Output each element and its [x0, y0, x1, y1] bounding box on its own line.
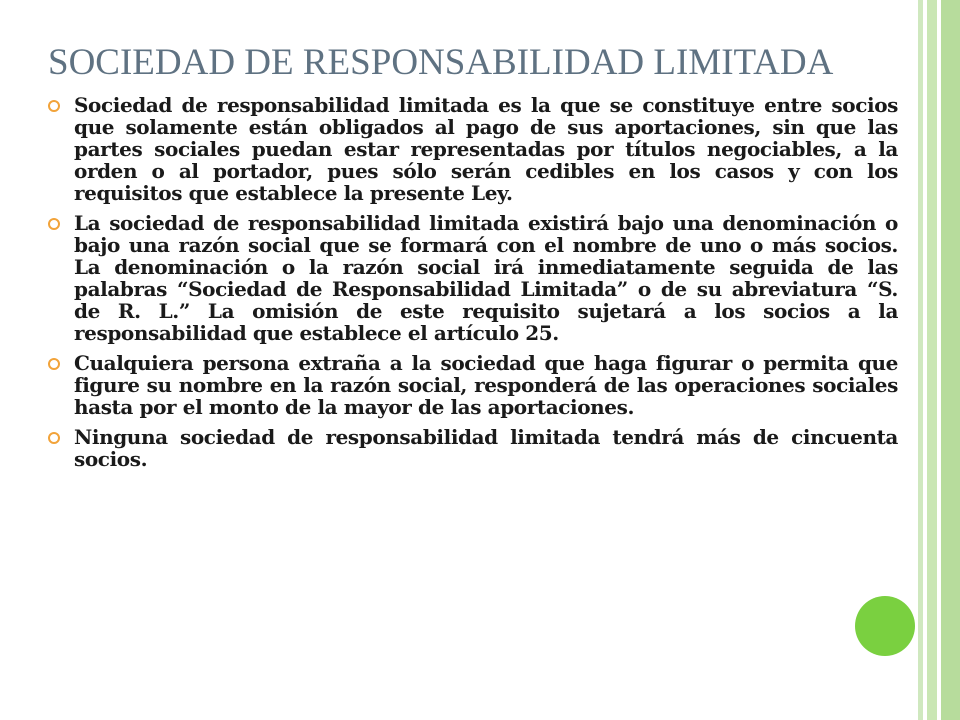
- bullet-circle-icon: [48, 218, 60, 230]
- slide-title: SOCIEDAD DE RESPONSABILIDAD LIMITADA: [48, 42, 834, 83]
- bullet-item: [48, 426, 898, 470]
- bullet-list: [48, 94, 898, 478]
- bullet-text: Sociedad de responsabilidad limitada es la que se constituye entre socios que solamente están obligados al pago de sus aportaciones, sin que las partes sociales puedan estar representadas por títulos negociables, a la orden o al portador, pues sólo serán cedibles en los casos y con los requisitos que establece la presente Ley.: [74, 93, 898, 205]
- bullet-circle-icon: [48, 432, 60, 444]
- bullet-item: [48, 94, 898, 204]
- accent-circle: [855, 596, 915, 656]
- bullet-item: [48, 212, 898, 344]
- bullet-circle-icon: [48, 358, 60, 370]
- bullet-circle-icon: [48, 100, 60, 112]
- bullet-text: La sociedad de responsabilidad limitada existirá bajo una denominación o bajo una razón social que se formará con el nombre de uno o más socios. La denominación o la razón social irá inmediatamente seguida de las palabras “Sociedad de Responsabilidad Limitada” o de su abreviatura “S. de R. L.” La omisión de este requisito sujetará a los socios a la responsabilidad que establece el artículo 25.: [74, 211, 898, 345]
- decorative-stripe: [927, 0, 937, 720]
- bullet-text: Cualquiera persona extraña a la sociedad que haga figurar o permita que figure su nombre en la razón social, responderá de las operaciones sociales hasta por el monto de la mayor de las aportaciones.: [74, 351, 898, 419]
- decorative-stripe: [941, 0, 960, 720]
- bullet-text: Ninguna sociedad de responsabilidad limitada tendrá más de cincuenta socios.: [74, 425, 898, 471]
- bullet-item: [48, 352, 898, 418]
